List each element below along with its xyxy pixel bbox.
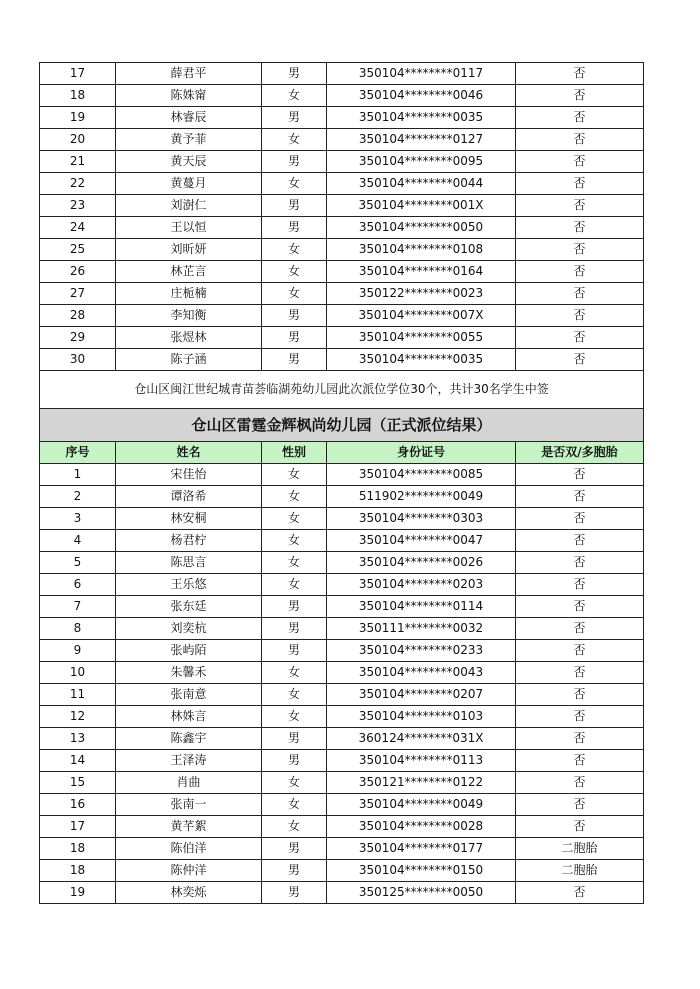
cell-id: 350104********0203 xyxy=(327,574,516,596)
cell-no: 19 xyxy=(40,882,116,904)
cell-no: 18 xyxy=(40,838,116,860)
table-row xyxy=(40,217,644,239)
cell-no: 7 xyxy=(40,596,116,618)
cell-no: 2 xyxy=(40,486,116,508)
cell-id: 350104********0046 xyxy=(327,85,516,107)
table-row xyxy=(40,530,644,552)
cell-id: 350104********0150 xyxy=(327,860,516,882)
cell-id: 350122********0023 xyxy=(327,283,516,305)
cell-multi: 否 xyxy=(516,129,644,151)
cell-no: 16 xyxy=(40,794,116,816)
cell-gender: 女 xyxy=(262,486,327,508)
cell-multi: 否 xyxy=(516,618,644,640)
cell-gender: 女 xyxy=(262,816,327,838)
cell-id: 350104********0233 xyxy=(327,640,516,662)
cell-id: 511902********0049 xyxy=(327,486,516,508)
cell-name: 张屿陌 xyxy=(116,640,262,662)
cell-gender: 女 xyxy=(262,85,327,107)
cell-id: 350104********0113 xyxy=(327,750,516,772)
cell-id: 350104********0026 xyxy=(327,552,516,574)
cell-multi: 二胞胎 xyxy=(516,860,644,882)
cell-no: 25 xyxy=(40,239,116,261)
cell-name: 林芷言 xyxy=(116,261,262,283)
table-row xyxy=(40,574,644,596)
cell-gender: 女 xyxy=(262,530,327,552)
cell-no: 20 xyxy=(40,129,116,151)
table-row xyxy=(40,63,644,85)
header-name: 姓名 xyxy=(116,442,262,464)
cell-id: 350104********0050 xyxy=(327,217,516,239)
cell-gender: 男 xyxy=(262,838,327,860)
cell-multi: 否 xyxy=(516,239,644,261)
table-row xyxy=(40,728,644,750)
cell-multi: 否 xyxy=(516,63,644,85)
table-row xyxy=(40,750,644,772)
cell-name: 林睿辰 xyxy=(116,107,262,129)
cell-multi: 否 xyxy=(516,596,644,618)
cell-multi: 否 xyxy=(516,728,644,750)
cell-id: 350104********0095 xyxy=(327,151,516,173)
cell-name: 黄予菲 xyxy=(116,129,262,151)
cell-id: 350111********0032 xyxy=(327,618,516,640)
table-row xyxy=(40,640,644,662)
cell-name: 宋佳怡 xyxy=(116,464,262,486)
cell-multi: 否 xyxy=(516,217,644,239)
cell-id: 350104********007X xyxy=(327,305,516,327)
cell-name: 陈姝甯 xyxy=(116,85,262,107)
table-row xyxy=(40,662,644,684)
cell-name: 庄栀楠 xyxy=(116,283,262,305)
cell-multi: 否 xyxy=(516,195,644,217)
cell-no: 11 xyxy=(40,684,116,706)
cell-id: 350104********0035 xyxy=(327,349,516,371)
cell-gender: 男 xyxy=(262,195,327,217)
cell-multi: 否 xyxy=(516,662,644,684)
cell-name: 黄天辰 xyxy=(116,151,262,173)
cell-multi: 否 xyxy=(516,107,644,129)
cell-no: 4 xyxy=(40,530,116,552)
cell-multi: 二胞胎 xyxy=(516,838,644,860)
cell-multi: 否 xyxy=(516,640,644,662)
cell-no: 8 xyxy=(40,618,116,640)
cell-name: 王泽涛 xyxy=(116,750,262,772)
cell-name: 王以恒 xyxy=(116,217,262,239)
cell-id: 350104********0177 xyxy=(327,838,516,860)
cell-no: 18 xyxy=(40,860,116,882)
cell-no: 30 xyxy=(40,349,116,371)
cell-gender: 女 xyxy=(262,662,327,684)
table-row xyxy=(40,552,644,574)
cell-id: 350104********0035 xyxy=(327,107,516,129)
cell-gender: 女 xyxy=(262,239,327,261)
table-row xyxy=(40,464,644,486)
cell-no: 1 xyxy=(40,464,116,486)
cell-name: 林姝言 xyxy=(116,706,262,728)
cell-name: 黄芊絮 xyxy=(116,816,262,838)
cell-gender: 男 xyxy=(262,596,327,618)
cell-id: 360124********031X xyxy=(327,728,516,750)
cell-id: 350104********0044 xyxy=(327,173,516,195)
cell-no: 17 xyxy=(40,816,116,838)
cell-gender: 男 xyxy=(262,151,327,173)
cell-multi: 否 xyxy=(516,530,644,552)
cell-multi: 否 xyxy=(516,684,644,706)
admission-results-table xyxy=(39,62,644,904)
section2-rows xyxy=(40,464,644,904)
cell-gender: 女 xyxy=(262,706,327,728)
table-row xyxy=(40,508,644,530)
cell-gender: 男 xyxy=(262,349,327,371)
cell-no: 21 xyxy=(40,151,116,173)
cell-multi: 否 xyxy=(516,508,644,530)
cell-no: 3 xyxy=(40,508,116,530)
cell-id: 350104********0103 xyxy=(327,706,516,728)
cell-multi: 否 xyxy=(516,464,644,486)
cell-no: 29 xyxy=(40,327,116,349)
table-row xyxy=(40,85,644,107)
cell-name: 朱馨禾 xyxy=(116,662,262,684)
column-header-row xyxy=(40,442,644,464)
cell-no: 23 xyxy=(40,195,116,217)
cell-id: 350104********001X xyxy=(327,195,516,217)
table-row xyxy=(40,838,644,860)
cell-gender: 女 xyxy=(262,684,327,706)
table-row xyxy=(40,618,644,640)
cell-id: 350104********0085 xyxy=(327,464,516,486)
cell-multi: 否 xyxy=(516,305,644,327)
table-row xyxy=(40,860,644,882)
table-row xyxy=(40,794,644,816)
cell-gender: 女 xyxy=(262,173,327,195)
cell-id: 350104********0114 xyxy=(327,596,516,618)
cell-multi: 否 xyxy=(516,772,644,794)
cell-gender: 男 xyxy=(262,327,327,349)
cell-id: 350104********0055 xyxy=(327,327,516,349)
table-row xyxy=(40,596,644,618)
table-row xyxy=(40,349,644,371)
cell-gender: 女 xyxy=(262,464,327,486)
table-row xyxy=(40,195,644,217)
table-row xyxy=(40,772,644,794)
cell-id: 350104********0207 xyxy=(327,684,516,706)
cell-gender: 女 xyxy=(262,772,327,794)
header-id: 身份证号 xyxy=(327,442,516,464)
table-row xyxy=(40,486,644,508)
cell-name: 谭洛希 xyxy=(116,486,262,508)
cell-name: 薛君平 xyxy=(116,63,262,85)
cell-multi: 否 xyxy=(516,552,644,574)
cell-name: 陈鑫宇 xyxy=(116,728,262,750)
cell-name: 陈思言 xyxy=(116,552,262,574)
cell-gender: 女 xyxy=(262,574,327,596)
cell-id: 350104********0117 xyxy=(327,63,516,85)
allocation-summary: 仓山区闽江世纪城青苗荟临湖苑幼儿园此次派位学位30个，共计30名学生中签 xyxy=(40,371,644,409)
table-row xyxy=(40,151,644,173)
table-row xyxy=(40,706,644,728)
cell-name: 刘澍仁 xyxy=(116,195,262,217)
cell-name: 刘昕妍 xyxy=(116,239,262,261)
cell-name: 陈伯洋 xyxy=(116,838,262,860)
table-row xyxy=(40,261,644,283)
cell-name: 张东廷 xyxy=(116,596,262,618)
cell-gender: 男 xyxy=(262,860,327,882)
cell-no: 28 xyxy=(40,305,116,327)
cell-no: 27 xyxy=(40,283,116,305)
table-row xyxy=(40,283,644,305)
cell-no: 5 xyxy=(40,552,116,574)
header-multi: 是否双/多胞胎 xyxy=(516,442,644,464)
cell-name: 黄蔓月 xyxy=(116,173,262,195)
cell-multi: 否 xyxy=(516,349,644,371)
table-row xyxy=(40,107,644,129)
cell-gender: 男 xyxy=(262,305,327,327)
cell-gender: 女 xyxy=(262,129,327,151)
header-gender: 性别 xyxy=(262,442,327,464)
cell-no: 19 xyxy=(40,107,116,129)
cell-gender: 男 xyxy=(262,63,327,85)
cell-name: 陈子涵 xyxy=(116,349,262,371)
cell-gender: 女 xyxy=(262,261,327,283)
cell-multi: 否 xyxy=(516,151,644,173)
cell-no: 10 xyxy=(40,662,116,684)
cell-id: 350104********0047 xyxy=(327,530,516,552)
cell-name: 李知衡 xyxy=(116,305,262,327)
cell-multi: 否 xyxy=(516,283,644,305)
table-row xyxy=(40,173,644,195)
cell-no: 12 xyxy=(40,706,116,728)
cell-multi: 否 xyxy=(516,750,644,772)
cell-name: 陈仲洋 xyxy=(116,860,262,882)
cell-name: 张南一 xyxy=(116,794,262,816)
cell-no: 24 xyxy=(40,217,116,239)
cell-no: 22 xyxy=(40,173,116,195)
cell-gender: 女 xyxy=(262,794,327,816)
cell-id: 350104********0108 xyxy=(327,239,516,261)
cell-id: 350104********0127 xyxy=(327,129,516,151)
header-no: 序号 xyxy=(40,442,116,464)
cell-multi: 否 xyxy=(516,882,644,904)
cell-name: 张煜林 xyxy=(116,327,262,349)
cell-gender: 男 xyxy=(262,728,327,750)
cell-no: 18 xyxy=(40,85,116,107)
cell-multi: 否 xyxy=(516,85,644,107)
cell-id: 350104********0049 xyxy=(327,794,516,816)
cell-no: 17 xyxy=(40,63,116,85)
cell-gender: 男 xyxy=(262,217,327,239)
cell-name: 王乐悠 xyxy=(116,574,262,596)
table-row xyxy=(40,816,644,838)
kindergarten-title: 仓山区雷霆金辉枫尚幼儿园（正式派位结果） xyxy=(40,409,644,442)
cell-id: 350104********0303 xyxy=(327,508,516,530)
cell-multi: 否 xyxy=(516,794,644,816)
table-row xyxy=(40,305,644,327)
cell-multi: 否 xyxy=(516,327,644,349)
cell-multi: 否 xyxy=(516,486,644,508)
cell-name: 刘奕杭 xyxy=(116,618,262,640)
cell-no: 9 xyxy=(40,640,116,662)
cell-gender: 男 xyxy=(262,640,327,662)
cell-no: 26 xyxy=(40,261,116,283)
cell-gender: 男 xyxy=(262,107,327,129)
cell-gender: 女 xyxy=(262,552,327,574)
summary-row xyxy=(40,371,644,409)
cell-no: 13 xyxy=(40,728,116,750)
table-row xyxy=(40,882,644,904)
cell-gender: 男 xyxy=(262,750,327,772)
section1-rows xyxy=(40,63,644,371)
section2-header xyxy=(40,371,644,464)
cell-id: 350104********0164 xyxy=(327,261,516,283)
cell-gender: 男 xyxy=(262,618,327,640)
table-row xyxy=(40,239,644,261)
cell-multi: 否 xyxy=(516,816,644,838)
cell-multi: 否 xyxy=(516,173,644,195)
cell-gender: 女 xyxy=(262,508,327,530)
cell-no: 14 xyxy=(40,750,116,772)
cell-multi: 否 xyxy=(516,706,644,728)
cell-id: 350121********0122 xyxy=(327,772,516,794)
cell-multi: 否 xyxy=(516,261,644,283)
cell-name: 杨君柠 xyxy=(116,530,262,552)
cell-id: 350104********0028 xyxy=(327,816,516,838)
cell-name: 林奕烁 xyxy=(116,882,262,904)
table-row xyxy=(40,129,644,151)
cell-id: 350125********0050 xyxy=(327,882,516,904)
table-row xyxy=(40,684,644,706)
cell-name: 肖曲 xyxy=(116,772,262,794)
cell-gender: 女 xyxy=(262,283,327,305)
cell-gender: 男 xyxy=(262,882,327,904)
cell-id: 350104********0043 xyxy=(327,662,516,684)
cell-no: 6 xyxy=(40,574,116,596)
cell-name: 张南意 xyxy=(116,684,262,706)
cell-no: 15 xyxy=(40,772,116,794)
table-row xyxy=(40,327,644,349)
section-title-row xyxy=(40,409,644,442)
cell-name: 林安桐 xyxy=(116,508,262,530)
cell-multi: 否 xyxy=(516,574,644,596)
